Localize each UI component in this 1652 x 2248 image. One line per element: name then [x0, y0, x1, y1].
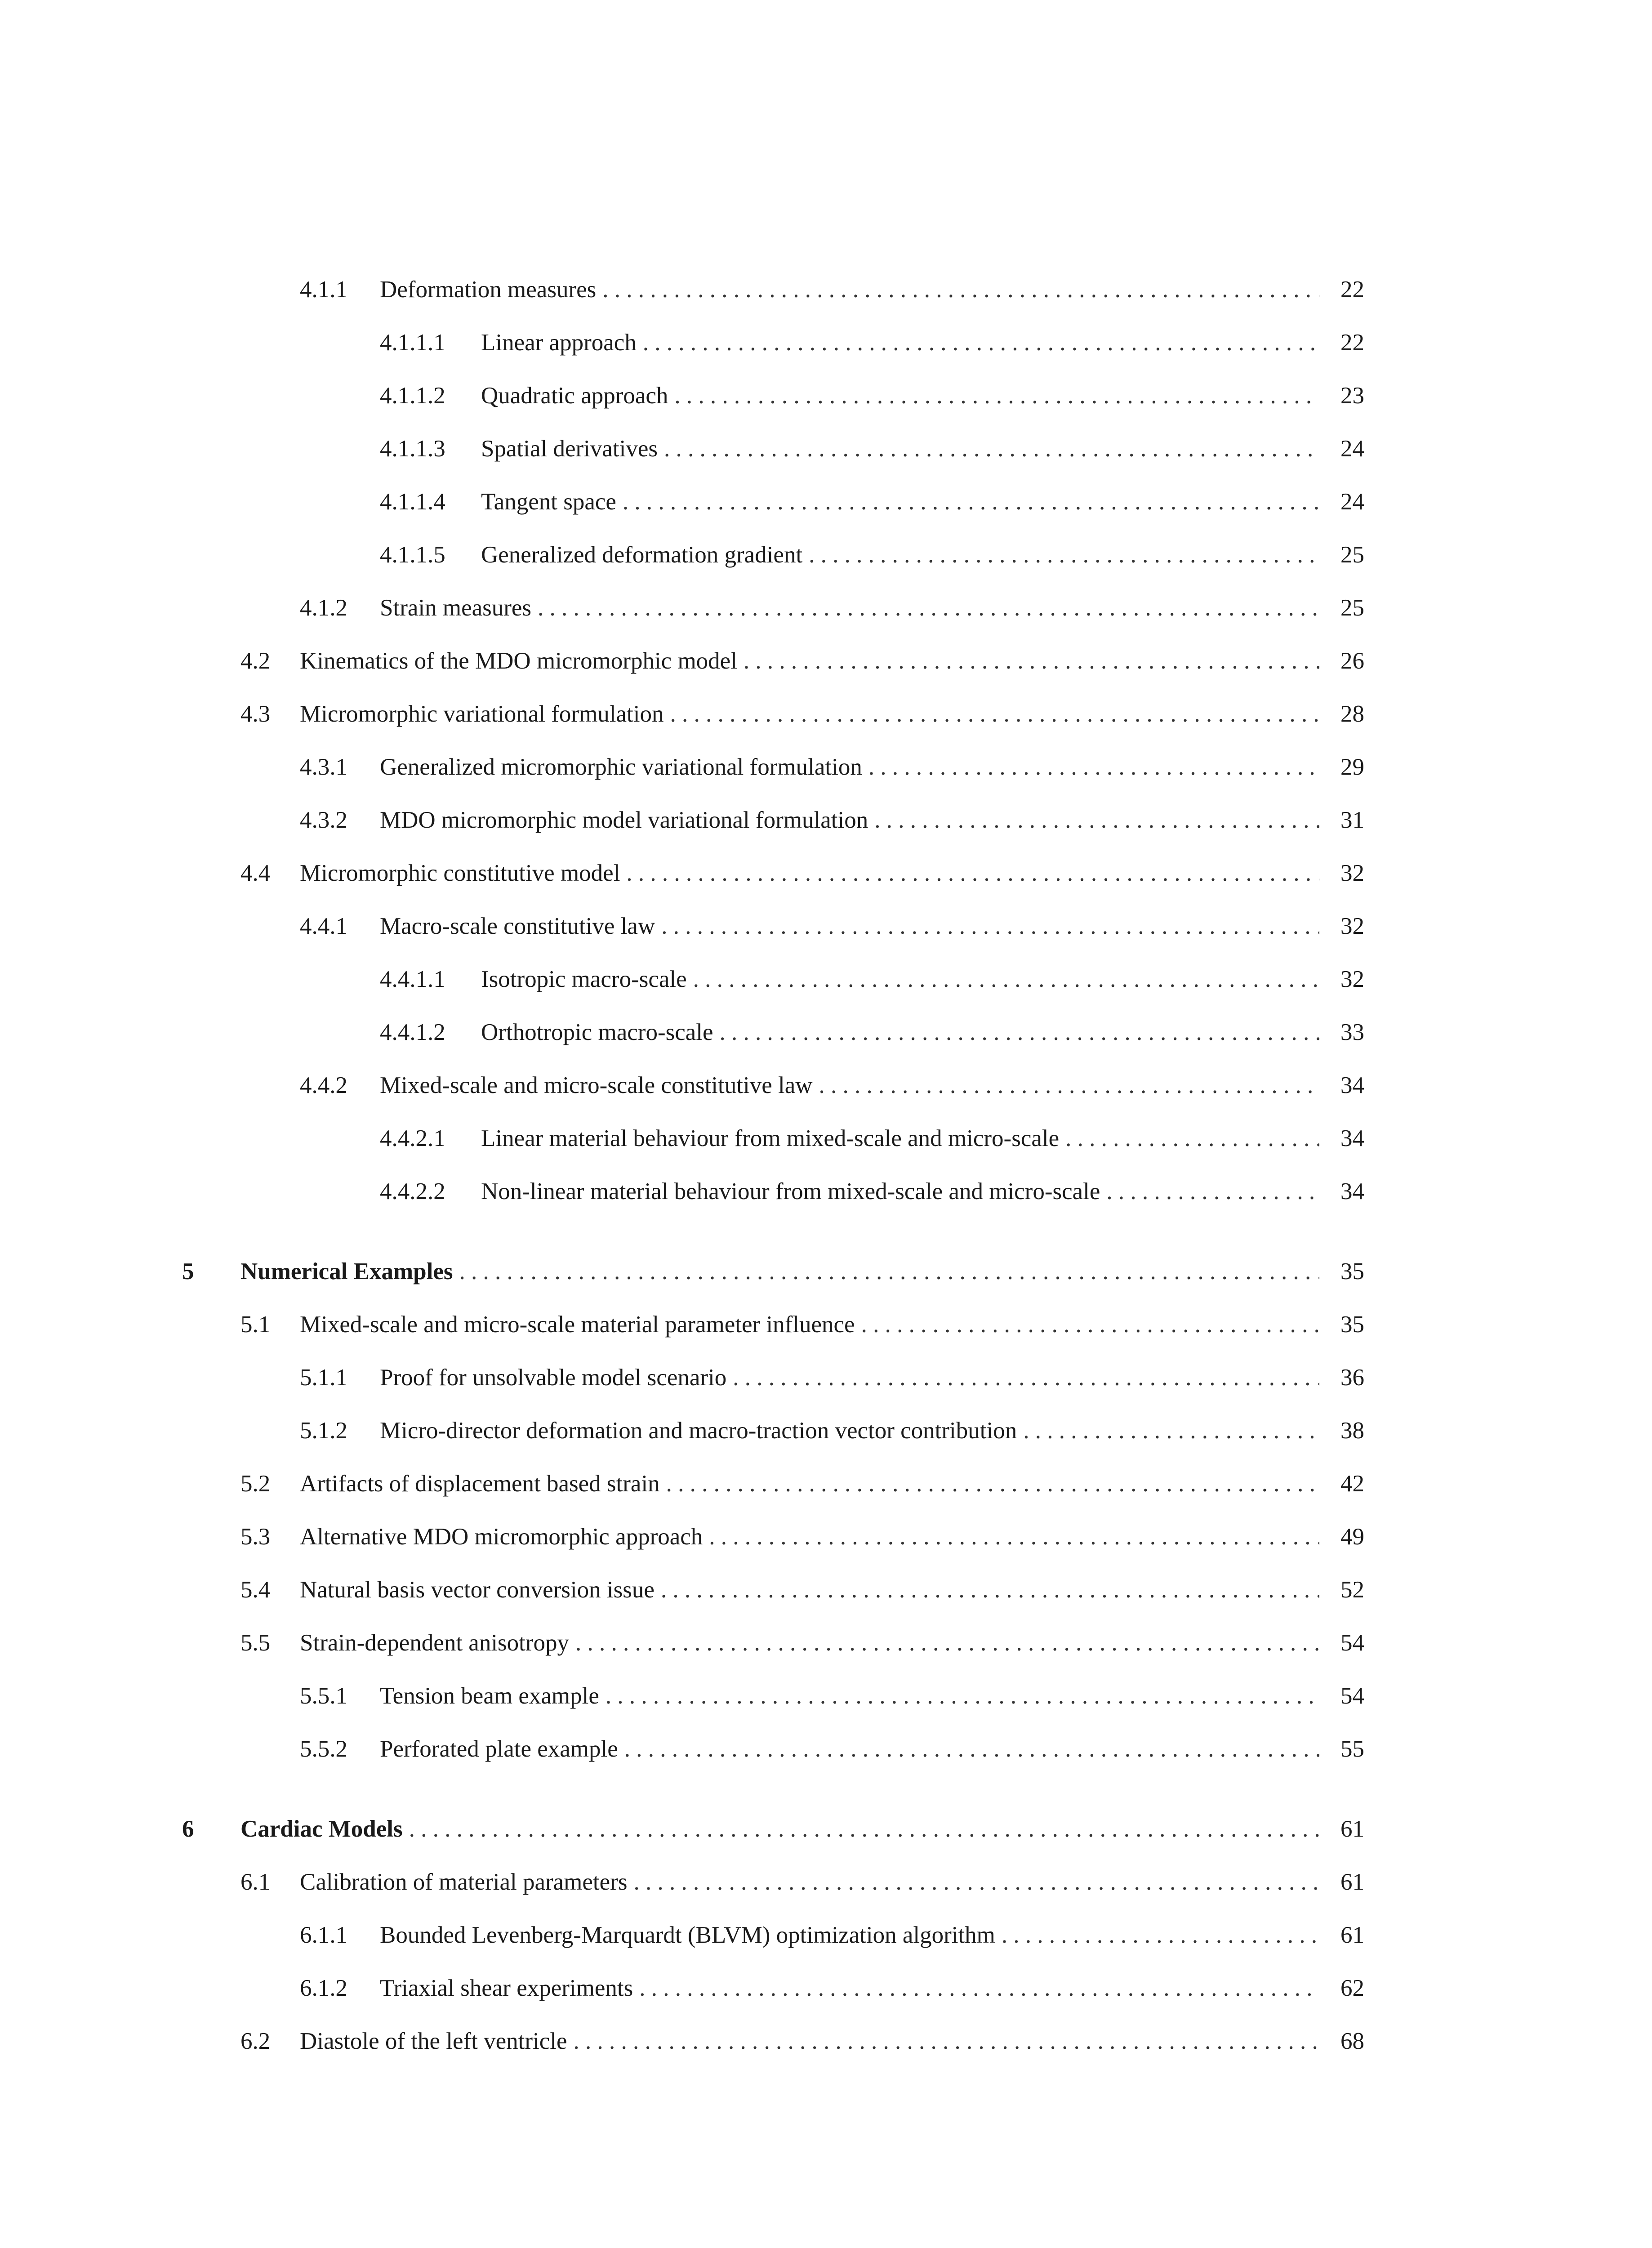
- toc-entry-page-number: 34: [1340, 1072, 1364, 1098]
- toc-entry-title-line: [380, 740, 1319, 794]
- dot-leader: [868, 740, 1319, 794]
- dot-leader: [733, 1351, 1319, 1404]
- toc-entry-page-number: 61: [1340, 1816, 1364, 1842]
- toc-entry[interactable]: [182, 687, 1364, 740]
- toc-entry-number: 6.1.1: [300, 1922, 347, 1948]
- dot-leader: [538, 581, 1319, 634]
- toc-entry-title-line: [300, 1616, 1319, 1669]
- dot-leader: [670, 687, 1320, 740]
- toc-entry-page-number: 36: [1340, 1365, 1364, 1391]
- toc-entry-title-line: [380, 1909, 1319, 1962]
- toc-entry-page-number: 42: [1340, 1471, 1364, 1497]
- toc-chapter-entry[interactable]: [182, 1245, 1364, 1298]
- toc-entry-page-number: 32: [1340, 913, 1364, 939]
- dot-leader: [874, 794, 1319, 847]
- dot-leader: [674, 369, 1319, 422]
- toc-entry-title: Strain measures: [380, 581, 538, 634]
- toc-entry[interactable]: [182, 1457, 1364, 1510]
- toc-entry-number: 4.3: [240, 701, 271, 727]
- toc-entry-title: Alternative MDO micromorphic approach: [300, 1510, 709, 1563]
- toc-entry-title: Proof for unsolvable model scenario: [380, 1351, 733, 1404]
- toc-entry-title: Diastole of the left ventricle: [300, 2015, 574, 2068]
- dot-leader: [819, 1059, 1320, 1112]
- toc-entry-title-line: [481, 422, 1319, 475]
- toc-entry-page-number: 54: [1340, 1630, 1364, 1656]
- toc-entry-number: 4.2: [240, 648, 271, 674]
- toc-entry-page-number: 35: [1340, 1311, 1364, 1338]
- toc-entry-title: Triaxial shear experiments: [380, 1962, 639, 2015]
- toc-entry-title-line: [380, 1059, 1319, 1112]
- toc-entry-title: Natural basis vector conversion issue: [300, 1563, 661, 1616]
- toc-entry[interactable]: [182, 634, 1364, 687]
- toc-entry-title: Micromorphic constitutive model: [300, 847, 626, 900]
- toc-entry[interactable]: [182, 1404, 1364, 1457]
- toc-entry-title-line: [380, 581, 1319, 634]
- toc-entry-title-line: [481, 1006, 1319, 1059]
- toc-entry[interactable]: [182, 953, 1364, 1006]
- toc-entry-page-number: 62: [1340, 1975, 1364, 2001]
- toc-entry-page-number: 34: [1340, 1178, 1364, 1204]
- toc-entry-page-number: 29: [1340, 754, 1364, 780]
- toc-entry[interactable]: [182, 740, 1364, 794]
- toc-entry-number: 4.4.1.1: [380, 966, 445, 992]
- toc-entry-number: 4.1.2: [300, 595, 347, 621]
- dot-leader: [575, 1616, 1319, 1669]
- toc-entry-number: 4.4.1.2: [380, 1019, 445, 1045]
- toc-entry-page-number: 24: [1340, 436, 1364, 462]
- toc-entry[interactable]: [182, 369, 1364, 422]
- dot-leader: [1023, 1404, 1319, 1457]
- toc-entry[interactable]: [182, 1962, 1364, 2015]
- toc-entry-title-line: [380, 900, 1319, 953]
- toc-entry-number: 5.4: [240, 1577, 271, 1603]
- toc-entry-number: 6.1: [240, 1869, 271, 1895]
- toc-entry[interactable]: [182, 2015, 1364, 2068]
- toc-entry-title-line: [380, 1404, 1319, 1457]
- toc-entry-title-line: [380, 794, 1319, 847]
- toc-entry-title-line: [300, 1510, 1319, 1563]
- toc-entry-title-line: [300, 687, 1319, 740]
- toc-entry-title: Perforated plate example: [380, 1722, 624, 1775]
- toc-entry-number: 4.4.2.1: [380, 1125, 445, 1151]
- dot-leader: [809, 528, 1319, 581]
- toc-entry-title: Numerical Examples: [240, 1245, 459, 1298]
- toc-entry-number: 4.1.1.2: [380, 383, 445, 409]
- toc-entry-page-number: 24: [1340, 489, 1364, 515]
- toc-entry-title: Mixed-scale and micro-scale material parameter influence: [300, 1298, 861, 1351]
- dot-leader: [661, 900, 1319, 953]
- toc-entry-title-line: [481, 528, 1319, 581]
- toc-entry[interactable]: [182, 1351, 1364, 1404]
- dot-leader: [861, 1298, 1319, 1351]
- toc-entry-title: Generalized micromorphic variational formulation: [380, 740, 868, 794]
- dot-leader: [624, 1722, 1319, 1775]
- toc-entry-title-line: [300, 2015, 1319, 2068]
- toc-entry-title: Isotropic macro-scale: [481, 953, 693, 1006]
- toc-entry-title-line: [380, 263, 1319, 316]
- toc-entry-page-number: 25: [1340, 542, 1364, 568]
- dot-leader: [459, 1245, 1319, 1298]
- toc-entry[interactable]: [182, 422, 1364, 475]
- toc-entry-page-number: 33: [1340, 1019, 1364, 1045]
- toc-entry[interactable]: [182, 794, 1364, 847]
- toc-entry[interactable]: [182, 1669, 1364, 1722]
- toc-entry-number: 4.4.2.2: [380, 1178, 445, 1204]
- dot-leader: [1106, 1165, 1319, 1218]
- toc-entry-page-number: 32: [1340, 966, 1364, 992]
- toc-entry-title-line: [300, 634, 1319, 687]
- toc-entry-page-number: 26: [1340, 648, 1364, 674]
- toc-entry-page-number: 22: [1340, 330, 1364, 356]
- toc-entry-number: 5.5.1: [300, 1683, 347, 1709]
- toc-entry-page-number: 61: [1340, 1869, 1364, 1895]
- toc-entry-page-number: 49: [1340, 1524, 1364, 1550]
- toc-entry-title-line: [300, 1855, 1319, 1909]
- dot-leader: [623, 475, 1319, 528]
- toc-entry[interactable]: [182, 1510, 1364, 1563]
- toc-entry-page-number: 25: [1340, 595, 1364, 621]
- toc-entry[interactable]: [182, 1298, 1364, 1351]
- toc-entry-title: Linear material behaviour from mixed-scale and micro-scale: [481, 1112, 1065, 1165]
- toc-entry[interactable]: [182, 1165, 1364, 1218]
- toc-entry-number: 4.3.2: [300, 807, 347, 833]
- toc-entry-title: Mixed-scale and micro-scale constitutive law: [380, 1059, 819, 1112]
- dot-leader: [626, 847, 1319, 900]
- toc-entry[interactable]: [182, 316, 1364, 369]
- dot-leader: [693, 953, 1319, 1006]
- toc-entry-page-number: 55: [1340, 1736, 1364, 1762]
- dot-leader: [409, 1802, 1319, 1855]
- toc-entry-number: 6.1.2: [300, 1975, 347, 2001]
- toc-entry[interactable]: [182, 581, 1364, 634]
- dot-leader: [661, 1563, 1319, 1616]
- toc-entry-number: 6.2: [240, 2028, 271, 2054]
- toc-entry[interactable]: [182, 1563, 1364, 1616]
- toc-entry-number: 5.2: [240, 1471, 271, 1497]
- toc-entry-page-number: 23: [1340, 383, 1364, 409]
- toc-entry-title-line: [380, 1669, 1319, 1722]
- toc-entry-title-line: [240, 1245, 1319, 1298]
- toc-entry-title-line: [300, 1457, 1319, 1510]
- toc-entry-title: Micromorphic variational formulation: [300, 687, 670, 740]
- toc-entry-title: MDO micromorphic model variational formulation: [380, 794, 874, 847]
- toc-entry[interactable]: [182, 528, 1364, 581]
- toc-entry-title: Tension beam example: [380, 1669, 606, 1722]
- toc-entry-title-line: [240, 1802, 1319, 1855]
- toc-entry-number: 5.3: [240, 1524, 271, 1550]
- toc-entry-title-line: [481, 316, 1319, 369]
- dot-leader: [664, 422, 1319, 475]
- toc-entry[interactable]: [182, 1006, 1364, 1059]
- toc-entry-number: 4.1.1: [300, 277, 347, 303]
- dot-leader: [1065, 1112, 1319, 1165]
- toc-entry[interactable]: [182, 1909, 1364, 1962]
- toc-chapter-entry[interactable]: [182, 1802, 1364, 1855]
- toc-entry-page-number: 54: [1340, 1683, 1364, 1709]
- toc-entry-number: 5.1.1: [300, 1365, 347, 1391]
- dot-leader: [709, 1510, 1319, 1563]
- toc-entry-title: Calibration of material parameters: [300, 1855, 633, 1909]
- dot-leader: [633, 1855, 1319, 1909]
- toc-entry-title-line: [380, 1962, 1319, 2015]
- dot-leader: [720, 1006, 1319, 1059]
- dot-leader: [606, 1669, 1319, 1722]
- toc-entry-page-number: 38: [1340, 1418, 1364, 1444]
- toc-entry[interactable]: [182, 900, 1364, 953]
- toc-entry[interactable]: [182, 1855, 1364, 1909]
- toc-entry-title-line: [300, 847, 1319, 900]
- dot-leader: [643, 316, 1319, 369]
- toc-entry[interactable]: [182, 847, 1364, 900]
- table-of-contents: [182, 263, 1364, 2068]
- toc-entry-title: Linear approach: [481, 316, 643, 369]
- toc-entry-number: 4.4.2: [300, 1072, 347, 1098]
- toc-entry-number: 5.5.2: [300, 1736, 347, 1762]
- toc-entry-title: Orthotropic macro-scale: [481, 1006, 720, 1059]
- dot-leader: [602, 263, 1319, 316]
- toc-entry[interactable]: [182, 263, 1364, 316]
- dot-leader: [744, 634, 1319, 687]
- toc-entry-title-line: [481, 1165, 1319, 1218]
- toc-entry-number: 4.1.1.1: [380, 330, 445, 356]
- toc-entry[interactable]: [182, 1616, 1364, 1669]
- toc-entry[interactable]: [182, 1059, 1364, 1112]
- toc-entry-page-number: 22: [1340, 277, 1364, 303]
- toc-entry-title: Micro-director deformation and macro-traction vector contribution: [380, 1404, 1023, 1457]
- toc-entry-title: Generalized deformation gradient: [481, 528, 809, 581]
- toc-entry-title: Tangent space: [481, 475, 623, 528]
- toc-entry-page-number: 35: [1340, 1258, 1364, 1285]
- toc-entry-number: 4.1.1.4: [380, 489, 445, 515]
- toc-entry[interactable]: [182, 1112, 1364, 1165]
- toc-entry-title: Kinematics of the MDO micromorphic model: [300, 634, 744, 687]
- toc-entry-title-line: [481, 475, 1319, 528]
- dot-leader: [574, 2015, 1319, 2068]
- toc-entry-title: Spatial derivatives: [481, 422, 664, 475]
- toc-entry-number: 6: [182, 1816, 194, 1842]
- toc-entry-title-line: [481, 1112, 1319, 1165]
- dot-leader: [1002, 1909, 1319, 1962]
- dot-leader: [639, 1962, 1319, 2015]
- toc-entry-title-line: [300, 1298, 1319, 1351]
- dot-leader: [666, 1457, 1319, 1510]
- toc-entry-title: Deformation measures: [380, 263, 602, 316]
- toc-entry-title: Macro-scale constitutive law: [380, 900, 661, 953]
- toc-entry-title: Quadratic approach: [481, 369, 674, 422]
- toc-entry-title: Cardiac Models: [240, 1802, 409, 1855]
- toc-entry-title: Strain-dependent anisotropy: [300, 1616, 575, 1669]
- toc-entry-page-number: 31: [1340, 807, 1364, 833]
- toc-entry-number: 4.4.1: [300, 913, 347, 939]
- toc-entry-number: 4.4: [240, 860, 271, 886]
- toc-entry-title-line: [481, 953, 1319, 1006]
- toc-entry-title-line: [380, 1722, 1319, 1775]
- toc-entry-number: 4.1.1.3: [380, 436, 445, 462]
- toc-entry-number: 5.1: [240, 1311, 271, 1338]
- toc-entry[interactable]: [182, 1722, 1364, 1775]
- toc-entry-title: Bounded Levenberg-Marquardt (BLVM) optimization algorithm: [380, 1909, 1002, 1962]
- toc-entry-number: 4.1.1.5: [380, 542, 445, 568]
- toc-entry-page-number: 32: [1340, 860, 1364, 886]
- toc-entry-title-line: [380, 1351, 1319, 1404]
- toc-entry-page-number: 68: [1340, 2028, 1364, 2054]
- toc-entry-title-line: [481, 369, 1319, 422]
- toc-entry-title: Non-linear material behaviour from mixed-scale and micro-scale: [481, 1165, 1106, 1218]
- toc-entry-number: 5.1.2: [300, 1418, 347, 1444]
- toc-entry-page-number: 61: [1340, 1922, 1364, 1948]
- toc-entry-page-number: 52: [1340, 1577, 1364, 1603]
- toc-entry-page-number: 28: [1340, 701, 1364, 727]
- toc-entry-number: 5.5: [240, 1630, 271, 1656]
- toc-entry[interactable]: [182, 475, 1364, 528]
- toc-entry-page-number: 34: [1340, 1125, 1364, 1151]
- toc-entry-title: Artifacts of displacement based strain: [300, 1457, 666, 1510]
- toc-entry-title-line: [300, 1563, 1319, 1616]
- toc-entry-number: 5: [182, 1258, 194, 1285]
- toc-entry-number: 4.3.1: [300, 754, 347, 780]
